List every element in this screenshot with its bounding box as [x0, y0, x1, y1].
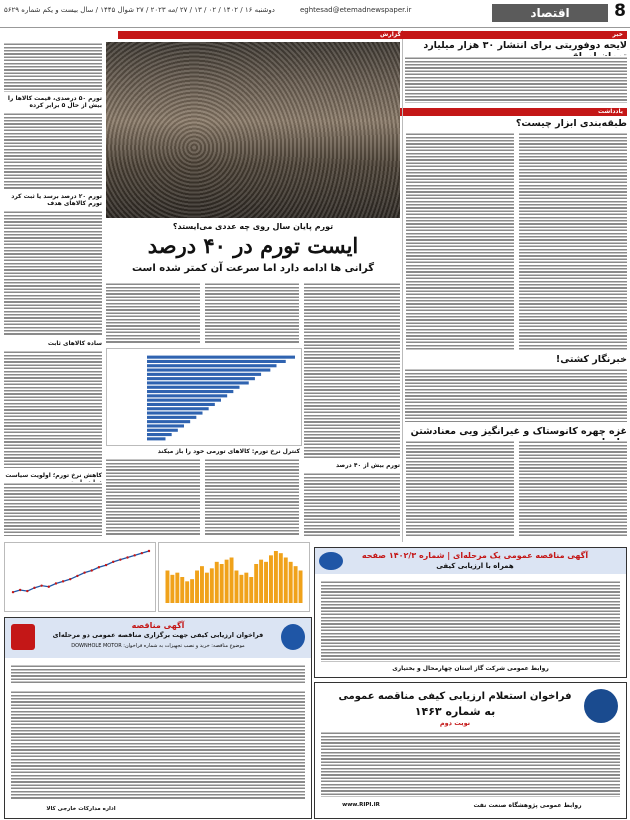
- story-text: [4, 42, 102, 92]
- chart-bar: [147, 420, 190, 423]
- chart-point: [76, 575, 78, 577]
- column-chart: [158, 542, 310, 612]
- chart-bar: [147, 416, 196, 419]
- chart-bar: [230, 558, 234, 604]
- chart-point: [19, 589, 21, 591]
- lead-title: ایست تورم در ۴۰ درصد: [147, 233, 359, 258]
- chart-bar: [254, 564, 258, 603]
- gas-logo-icon: [319, 552, 343, 570]
- story-text: [4, 112, 102, 190]
- bar-chart-svg: [107, 349, 301, 445]
- section-title: اقتصاد: [492, 4, 608, 22]
- lead-kicker: تورم پایان سال روی چه عددی می‌ایستد؟: [172, 222, 334, 231]
- chart-bar: [215, 562, 219, 603]
- story-title: غزه چهره کانوستاک و غیرانگیز ویی معنادشتن: [410, 426, 627, 437]
- issue-date: دوشنبه ۱۶ / ۱۴۰۲ / ۰۲ / ۱۳ / ۲۷ /مه ۲۰۲۳ / ۲۷ شوال ۱۴۴۵ / سال بیست و یکم شماره ۵۶۲۹: [4, 6, 275, 14]
- chart-point: [48, 586, 50, 588]
- column-divider: [402, 30, 403, 542]
- chart-bar: [147, 399, 221, 402]
- chart-point: [133, 554, 135, 556]
- chart-bar: [147, 429, 178, 432]
- chart-point: [69, 578, 71, 580]
- tender-ad-gas: [314, 547, 627, 678]
- subheading: تورم ۵۰ درصدی، قیمت کالاها را بیش از حال ۵ برابر کرده: [7, 95, 102, 109]
- story-title: طبقه‌بندی ابزار چیست؟: [515, 118, 627, 129]
- story-text: [106, 282, 200, 344]
- chart-bar: [147, 364, 277, 367]
- chart-point: [105, 564, 107, 566]
- ad-footer: روابط عمومی پژوهشگاه صنعت نفت: [473, 802, 582, 809]
- line-chart-svg: [5, 543, 155, 611]
- subheading: تورم ۲۰ درصد برسد یا ثبت کرد تورم کالاهای هدف: [11, 193, 102, 207]
- story-text: [405, 368, 627, 422]
- chart-bar: [147, 390, 233, 393]
- ad-text: [11, 690, 305, 800]
- subheading: تورم بیش از ۴۰ درصد: [335, 462, 400, 469]
- chart-bar: [185, 581, 189, 603]
- chart-point: [119, 558, 121, 560]
- story-text: [4, 482, 102, 536]
- story-text: [304, 282, 400, 458]
- chart-bar: [180, 577, 184, 603]
- chart-point: [83, 571, 85, 573]
- story-text: [405, 56, 627, 103]
- chart-bar: [274, 551, 278, 603]
- chart-bar: [175, 573, 179, 603]
- ad-table: [11, 664, 305, 684]
- chart-bar: [147, 373, 261, 376]
- subheading: کنترل نرخ تورم: کالاهای تورمی خود را باز میکند: [157, 448, 300, 455]
- story-text: [406, 440, 514, 536]
- ministry-logo-icon: [281, 624, 305, 650]
- chart-point: [91, 569, 93, 571]
- chart-bar: [166, 571, 170, 604]
- chart-bar: [147, 412, 203, 415]
- subheading: ساده کالاهای ثابت: [47, 340, 102, 347]
- story-text: [4, 210, 102, 336]
- ad-number: به شماره ۱۴۶۳: [414, 705, 496, 718]
- chart-bar: [147, 433, 172, 436]
- chart-point: [126, 556, 128, 558]
- chart-bar: [299, 571, 303, 604]
- chart-point: [112, 561, 114, 563]
- chart-point: [148, 550, 150, 552]
- chart-point: [26, 590, 28, 592]
- chart-bar: [190, 579, 194, 603]
- chart-bar: [195, 571, 199, 604]
- chart-bar: [147, 437, 166, 440]
- subheading: کاهش نرخ تورم؛ اولویت سیاست: [5, 472, 102, 479]
- chart-bar: [147, 356, 295, 359]
- chart-bar: [200, 566, 204, 603]
- chart-bar: [289, 562, 293, 603]
- ad-subtitle: همراه با ارزیابی کیفی: [436, 562, 514, 570]
- ad-title: فراخوان ارزیابی کیفی جهت برگزاری مناقصه عمومی دو مرحله‌ای: [52, 631, 264, 639]
- chart-point: [12, 591, 14, 593]
- story-text: [106, 458, 200, 536]
- chart-bar: [147, 381, 249, 384]
- chart-bar: [147, 377, 255, 380]
- chart-point: [98, 566, 100, 568]
- chart-bar: [259, 560, 263, 603]
- note-label: یادداشت: [397, 108, 627, 116]
- chart-bar: [170, 575, 174, 603]
- chart-bar: [147, 360, 286, 363]
- ad-head: آگهی مناقصه: [131, 621, 185, 630]
- ad-footer: اداره مدارکات خارجی کالا: [46, 806, 116, 812]
- news-label: خبر: [397, 31, 627, 39]
- chart-bar: [249, 577, 253, 603]
- website: eghtesad@etemadnewspaper.ir: [300, 6, 412, 14]
- chart-bar: [235, 571, 239, 604]
- ad-web: www.RIPI.IR: [342, 802, 380, 808]
- line-chart: [4, 542, 156, 612]
- story-text: [406, 132, 514, 350]
- chart-point: [40, 584, 42, 586]
- chart-bar: [269, 555, 273, 603]
- story-text: [205, 282, 299, 344]
- ad-round: نوبت دوم: [439, 719, 471, 727]
- chart-point: [141, 552, 143, 554]
- chart-bar: [294, 566, 298, 603]
- report-label: گزارش: [118, 31, 405, 39]
- chart-point: [62, 580, 64, 582]
- chart-bar: [225, 560, 229, 603]
- chart-bar: [147, 424, 184, 427]
- column-chart-svg: [159, 543, 309, 611]
- bar-chart: [106, 348, 302, 446]
- story-text: [304, 472, 400, 536]
- lead-deck: گرانی ها ادامه دارد اما سرعت آن کمتر شده است: [131, 263, 375, 274]
- tender-ad-ripi: [314, 682, 627, 819]
- ad-text: [321, 580, 620, 662]
- ad-footer: روابط عمومی شرکت گاز استان چهارمحال و بختیاری: [392, 665, 549, 672]
- bazaar-photo: [106, 42, 400, 218]
- chart-bar: [147, 407, 209, 410]
- chart-bar: [279, 553, 283, 603]
- chart-bar: [147, 386, 240, 389]
- story-text: [4, 350, 102, 468]
- chart-bar: [220, 564, 224, 603]
- story-text: [519, 440, 627, 536]
- page-number: 8: [614, 1, 626, 21]
- ad-title: فراخوان استعلام ارزیابی کیفی مناقصه عمومی: [338, 691, 572, 702]
- chart-bar: [239, 575, 243, 603]
- story-title: خبرنگار کشتی!: [555, 354, 627, 365]
- oil-logo-icon: [11, 624, 35, 650]
- ad-subtitle: موضوع مناقصه: خرید و نصب تجهیزات به شماره فراخوان: DOWNHOLE MOTOR: [71, 643, 245, 649]
- ad-title: آگهی مناقصه عمومی یک مرحله‌ای | شماره ۱۴۰۲/۳ صفحه: [361, 551, 589, 560]
- chart-bar: [244, 573, 248, 603]
- chart-bar: [147, 394, 227, 397]
- story-text: [205, 458, 299, 536]
- chart-point: [55, 582, 57, 584]
- ad-text: [321, 731, 620, 797]
- chart-bar: [147, 369, 270, 372]
- chart-bar: [205, 573, 209, 603]
- chart-point: [33, 587, 35, 589]
- story-text: [519, 132, 627, 350]
- page-header: [0, 0, 630, 28]
- ripi-logo-icon: [584, 689, 618, 723]
- chart-bar: [264, 562, 268, 603]
- chart-bar: [284, 558, 288, 604]
- tender-ad-oil: [4, 617, 312, 819]
- chart-bar: [147, 403, 215, 406]
- chart-bar: [210, 568, 214, 603]
- story-title: لایحه دوفوریتی برای انتشار ۳۰ هزار میلیارد: [423, 40, 627, 51]
